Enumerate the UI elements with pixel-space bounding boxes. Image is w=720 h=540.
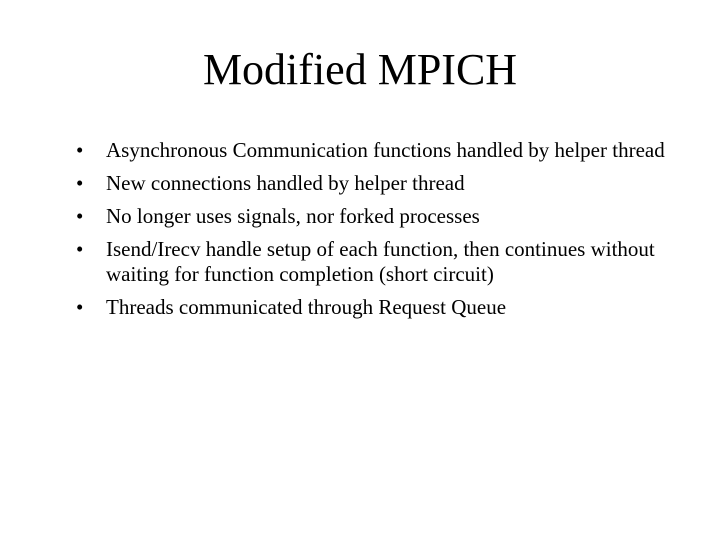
bullet-text: Isend/Irecv handle setup of each function, then continues without waiting for function completion (short circuit): [106, 237, 655, 286]
bullet-text: New connections handled by helper thread: [106, 171, 465, 195]
slide-title: Modified MPICH: [202, 45, 518, 94]
bullet-marker: •: [76, 295, 84, 319]
bullet-item: [76, 138, 666, 163]
bullet-text: Threads communicated through Request Queue: [106, 295, 507, 319]
bullet-item: [76, 237, 666, 287]
bullet-item: [76, 204, 666, 229]
bullet-list: [76, 138, 666, 328]
bullet-marker: •: [76, 138, 84, 162]
bullet-text: No longer uses signals, nor forked processes: [106, 204, 480, 228]
bullet-item: [76, 295, 666, 320]
bullet-marker: •: [76, 237, 84, 261]
bullet-text: Asynchronous Communication functions handled by helper thread: [106, 138, 665, 162]
bullet-marker: •: [76, 171, 84, 195]
bullet-item: [76, 171, 666, 196]
bullet-marker: •: [76, 204, 84, 228]
